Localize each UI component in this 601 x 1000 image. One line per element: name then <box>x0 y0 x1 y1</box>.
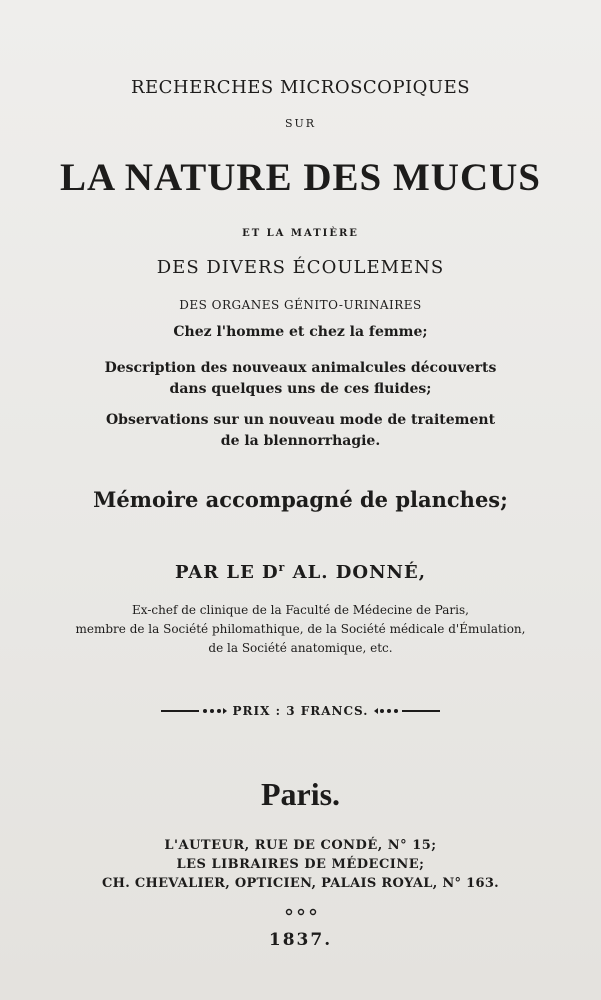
address-line-2: LES LIBRAIRES DE MÉDECINE; <box>176 857 425 872</box>
heading-line-3: ET LA MATIÈRE <box>242 228 359 239</box>
credit-line-3: de la Société anatomique, etc. <box>208 641 393 655</box>
heading-line-5: DES ORGANES GÉNITO-URINAIRES <box>179 298 422 312</box>
heading-line-4: DES DIVERS ÉCOULEMENS <box>156 257 445 278</box>
publication-year: 1837. <box>268 930 333 950</box>
credit-line-1: Ex-chef de clinique de la Faculté de Médecine de Paris, <box>132 603 469 617</box>
ornament-left-icon <box>161 706 227 716</box>
author-prefix: PAR LE D <box>175 562 279 583</box>
price-text: PRIX : 3 FRANCS. <box>232 704 369 718</box>
address-line-1: L'AUTEUR, RUE DE CONDÉ, N° 15; <box>164 838 437 853</box>
price-row <box>0 704 601 718</box>
author-sup: r <box>278 561 286 574</box>
heading-line-2: SUR <box>284 117 317 130</box>
author-name: AL. DONNÉ, <box>292 562 426 583</box>
credit-line-2: membre de la Société philomathique, de la Société médicale d'Émulation, <box>75 622 526 636</box>
city-name: Paris. <box>260 776 341 812</box>
author-line <box>0 561 601 583</box>
address-line-3: CH. CHEVALIER, OPTICIEN, PALAIS ROYAL, N° 163. <box>101 876 500 891</box>
divider-dots <box>0 902 601 912</box>
description-line-1a: Description des nouveaux animalcules découverts <box>104 360 497 376</box>
ornament-right-icon <box>374 706 440 716</box>
memoire-line: Mémoire accompagné de planches; <box>93 487 508 512</box>
description-line-2a: Observations sur un nouveau mode de traitement <box>105 412 496 428</box>
main-title: LA NATURE DES MUCUS <box>60 156 541 199</box>
description-line-2b: de la blennorrhagie. <box>220 433 381 449</box>
heading-line-6: Chez l'homme et chez la femme; <box>173 324 428 340</box>
heading-line-1: RECHERCHES MICROSCOPIQUES <box>130 77 471 98</box>
description-line-1b: dans quelques uns de ces fluides; <box>169 381 432 397</box>
dots-ornament-icon <box>284 907 318 917</box>
